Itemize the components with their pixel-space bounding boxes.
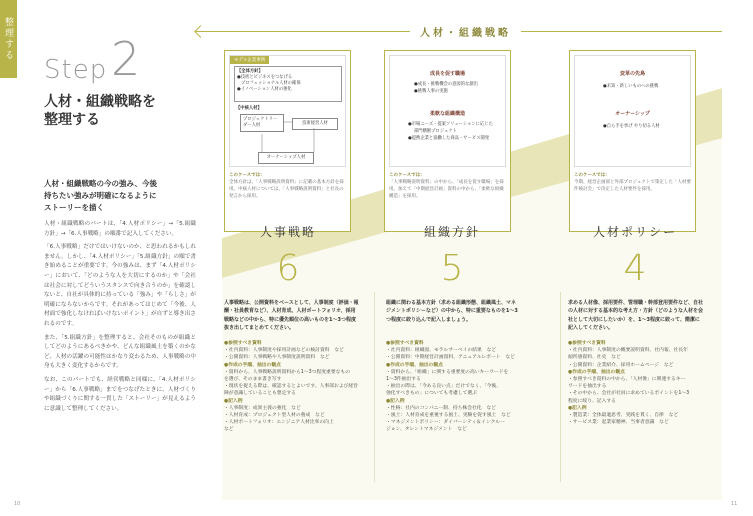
list-line: ・公開資料：中期経営計画資料、アニュアルレポート など	[386, 355, 515, 361]
diagram-connectors	[230, 56, 349, 168]
list-line: ・抽出の際は、「今ある良い点」だけでなく、「今後、	[386, 384, 502, 390]
org-item: ●市場ニーズ・提案ソリューションに応じた	[408, 122, 493, 127]
column-title-hr-strategy: 人事戦略	[259, 225, 316, 239]
list-line: ●記入例	[224, 398, 243, 404]
step-label: Step	[44, 55, 108, 85]
list-line: ●作成の手順、抽出の観点	[224, 362, 281, 368]
body-text	[44, 220, 196, 418]
column-number-6: 6	[276, 248, 300, 289]
talent-item: ●自ら手を挙げ やり切る人材	[603, 124, 660, 129]
list-line: ・人材ポートフォリオ：エンジニア人材比率の向上	[224, 420, 334, 426]
lead-line: 持ちたい強みが明確になるように	[44, 191, 157, 200]
column-number-5: 5	[440, 248, 464, 289]
banner-arrow-head	[194, 25, 207, 38]
org-item: 部門横断プロジェクト	[414, 129, 457, 134]
body-paragraph: また、「5.組織方針」を整理すると、会社そのものが組織としてどのようにあるべきかや、どんな組織風土を築くのかなど、人材の活躍の可能性はかなり変わるため、人事戦略の中身も大きく変化するからです。	[44, 334, 196, 370]
column-list	[224, 340, 364, 434]
page-title-line: 人材・組織戦略を	[44, 94, 156, 110]
org-item: ●成長・挑戦機会の意図的な創出	[414, 82, 478, 87]
body-paragraph: 人材・組織戦略のパートは、「4.人材ポリシー」→「5.組織方針」→「6.人事戦略」の順番で記入してください。	[44, 221, 196, 237]
list-line: ・製造業：全体最適思考、実践を貫く、自律 など	[568, 413, 679, 419]
list-line: ●作成の手順、抽出の観点	[386, 362, 443, 368]
panel-note	[574, 172, 691, 193]
list-line: 程度に絞り、記入する	[568, 398, 616, 404]
column-title-talent-policy: 人材ポリシー	[592, 225, 677, 239]
list-line: 1〜3件抽出する	[386, 377, 421, 383]
node-tech-mgmt: 技術経営人材	[292, 118, 338, 130]
lead-heading	[44, 178, 194, 214]
column-divider	[560, 292, 561, 482]
list-line: ・人事制度：成果主義の強化 など	[224, 405, 301, 411]
page-title	[44, 93, 194, 129]
column-list	[568, 340, 708, 426]
panel-note	[229, 172, 346, 200]
list-line: ・資料から、人事戦略説明資料から1〜3つ程度重要なもの	[224, 369, 351, 375]
example-diagram	[574, 55, 691, 167]
column-list	[386, 340, 526, 434]
list-line: ワードを抽出する	[568, 384, 607, 390]
banner-title: 人材・組織戦略	[410, 24, 521, 39]
list-line: ・社内資料：組織図、モラルサーベイの結果 など	[386, 348, 497, 354]
column-lead: 人事戦略は、公開資料をベースとして、人事制度（評価・報酬・社員教育など）、人材育成、人材ポートフォリオ、採用戦略などの中から、特に優先順位の高いものを1〜3つ程度抜き出してまとめてください。	[224, 300, 359, 332]
list-line: ・人材育成：プロジェクト型人材の養成 など	[224, 413, 325, 419]
list-line: 頭所感資料、社史 など	[568, 355, 621, 361]
org-heading: 柔軟な組織構造	[429, 111, 465, 117]
org-item: ●挑戦人事の実施	[414, 89, 448, 94]
node-ownership: オーナーシップ人材	[258, 152, 314, 164]
model-case-label: モデル企業事例	[230, 56, 269, 64]
page-title-line: 整理する	[44, 112, 100, 128]
policy-item: ●技術とビジネスをつなげる	[237, 75, 293, 80]
example-panel-hr-strategy	[224, 50, 351, 232]
node-project-leader: プロジェクトリーダー人材	[240, 114, 284, 132]
policy-item: ●イノベーション人材の強化	[237, 87, 292, 92]
list-line: ・サービス業：起業家精神、当事者意識 など	[568, 420, 669, 426]
panel-note-text: 「人事戦略説明資料」の中から、「成長を促す職場」を採用。加えて「中期経営計画」資料の中から、「柔軟な組織構造」を採用。	[389, 180, 504, 199]
list-line: 陣が意識していることも想定する	[224, 391, 296, 397]
lead-line: ストーリーを描く	[44, 203, 104, 212]
section-side-tab: 整理する	[0, 0, 17, 78]
list-line: ・その中から、会社が社員に求めているポイントを1〜3	[568, 391, 690, 397]
list-line: ●記入例	[386, 398, 405, 404]
list-line: ●参照すべき資料	[568, 341, 606, 346]
talent-heading: オーナーシップ	[615, 111, 650, 117]
example-diagram	[389, 55, 506, 167]
org-heading: 成長を促す職場	[429, 71, 465, 77]
column-lead: 求める人材像、採用要件、管理職・幹部登用要件など、自社の人材に対する基本的な考え方・方針（どのような人材を会社として大切にしたいか）を、1〜3程度に絞って、簡潔に記入してください。	[568, 300, 704, 332]
panel-note-text: 今期、経営企画部と外部プロジェクトで策定した「人材要件検討会」で決定した人材要件を採用。	[574, 180, 691, 192]
example-diagram	[229, 55, 346, 167]
list-line: ●参照すべき資料	[224, 341, 262, 346]
list-line: ・マネジメントポリシー：ダイバーシティ＆インクルー	[386, 420, 505, 426]
column-lead: 組織に関わる基本方針（求める組織形態、組織風土、マネジメントポリシーなど）の中から、特に重要なものを1〜3つ程度に絞り込んで記入しましょう。	[386, 300, 518, 323]
policy-box-title: 【全体方針】	[237, 69, 263, 74]
list-line: ・公開資料：企業紹介、採用ホームページ など	[568, 362, 674, 368]
list-line: ●作成の手順、抽出の観点	[568, 369, 625, 375]
list-line: ●記入例	[568, 405, 587, 411]
list-line: ・公開資料：人事戦略や人事制度説明資料 など	[224, 355, 330, 361]
list-line: ・風土：人材育成を重視する風土、実験を促す風土 など	[386, 413, 511, 419]
core-talent-title: 【中核人材】	[236, 106, 262, 111]
example-panel-org-policy	[384, 50, 511, 232]
list-line: ・社内資料：人事制度の概要説明資料、社内報、社長年	[568, 348, 688, 354]
list-line: ・参照すべき資料の中から、「人材像」に関連するキー	[568, 377, 686, 383]
example-panel-talent-policy	[569, 50, 696, 232]
page-number-left: 10	[14, 501, 21, 507]
list-line: を選び、そのまま書き写す	[224, 377, 282, 383]
policy-item: プロフェッショナル人材の確保	[241, 81, 301, 86]
list-line: ・社内資料：人事制度や採用計画などの検討資料 など	[224, 348, 344, 354]
body-paragraph: なお、このパートでも、経営戦略と同様に、「4.人材ポリシー」から「6.人事戦略」までをつなげたときに、人材づくりや組織づくりに関する一貫した「ストーリー」が見えるように意識して整理してください。	[44, 376, 196, 412]
panel-note-text: 全体方針は、「人事戦略説明資料」に記載の基本方針を採用。中核人材については、「人事戦略説明資料」と社長の発言から採用。	[229, 180, 344, 199]
talent-item: ●未知・新しいものへの挑戦	[603, 84, 659, 89]
body-paragraph: 「6.人事戦略」だけではいけないのか、と思われるかもしれません。しかし、「4.人材ポリシー」「5.組織方針」の順で書き始めることが重要です。今の強みは、まず「4.人材ポリシー」において、「どのような人を大切にするのか」や「会社は社会に対してどういうスタンスで向き合うのか」を確認しないと、自社が具体的に持っている「強み」や「らしさ」が明確にならないからです。それがあってはじめて「今後、人材面で強化しなければいけないポイント」が自ずと導き出されるのです。	[44, 244, 196, 327]
list-line: ●参照すべき資料	[386, 341, 424, 346]
column-title-org-policy: 組織方針	[423, 225, 480, 239]
panel-note-head: このケースでは：	[229, 173, 265, 178]
list-line: ・性格：社内のコンパニー制、持ち株会社化 など	[386, 405, 496, 411]
step-number: 2	[111, 32, 141, 86]
panel-note-head: このケースでは：	[574, 173, 610, 178]
list-line: ジョン、タレントマネジメント など	[386, 427, 467, 433]
list-line: ・現状を捉える際は、確認するとよいです。人事部および経営	[224, 384, 358, 390]
list-line: など	[224, 427, 234, 433]
lead-line: 人材・組織戦略の今の強み、今後	[44, 179, 157, 188]
list-line: ・資料から、「組織」に関する重要度の高いキーワードを	[386, 369, 509, 375]
list-line: 強化すべきもの」についても考慮して選ぶ	[386, 391, 477, 397]
page-number-right: 11	[731, 501, 738, 507]
panel-note-head: このケースでは：	[389, 173, 425, 178]
talent-heading: 変革の先鳥	[619, 71, 645, 77]
column-number-4: 4	[623, 248, 647, 289]
column-divider	[374, 292, 375, 482]
panel-note	[389, 172, 506, 200]
org-item: ●提携企業と協働した商品・サービス開発	[408, 136, 490, 141]
